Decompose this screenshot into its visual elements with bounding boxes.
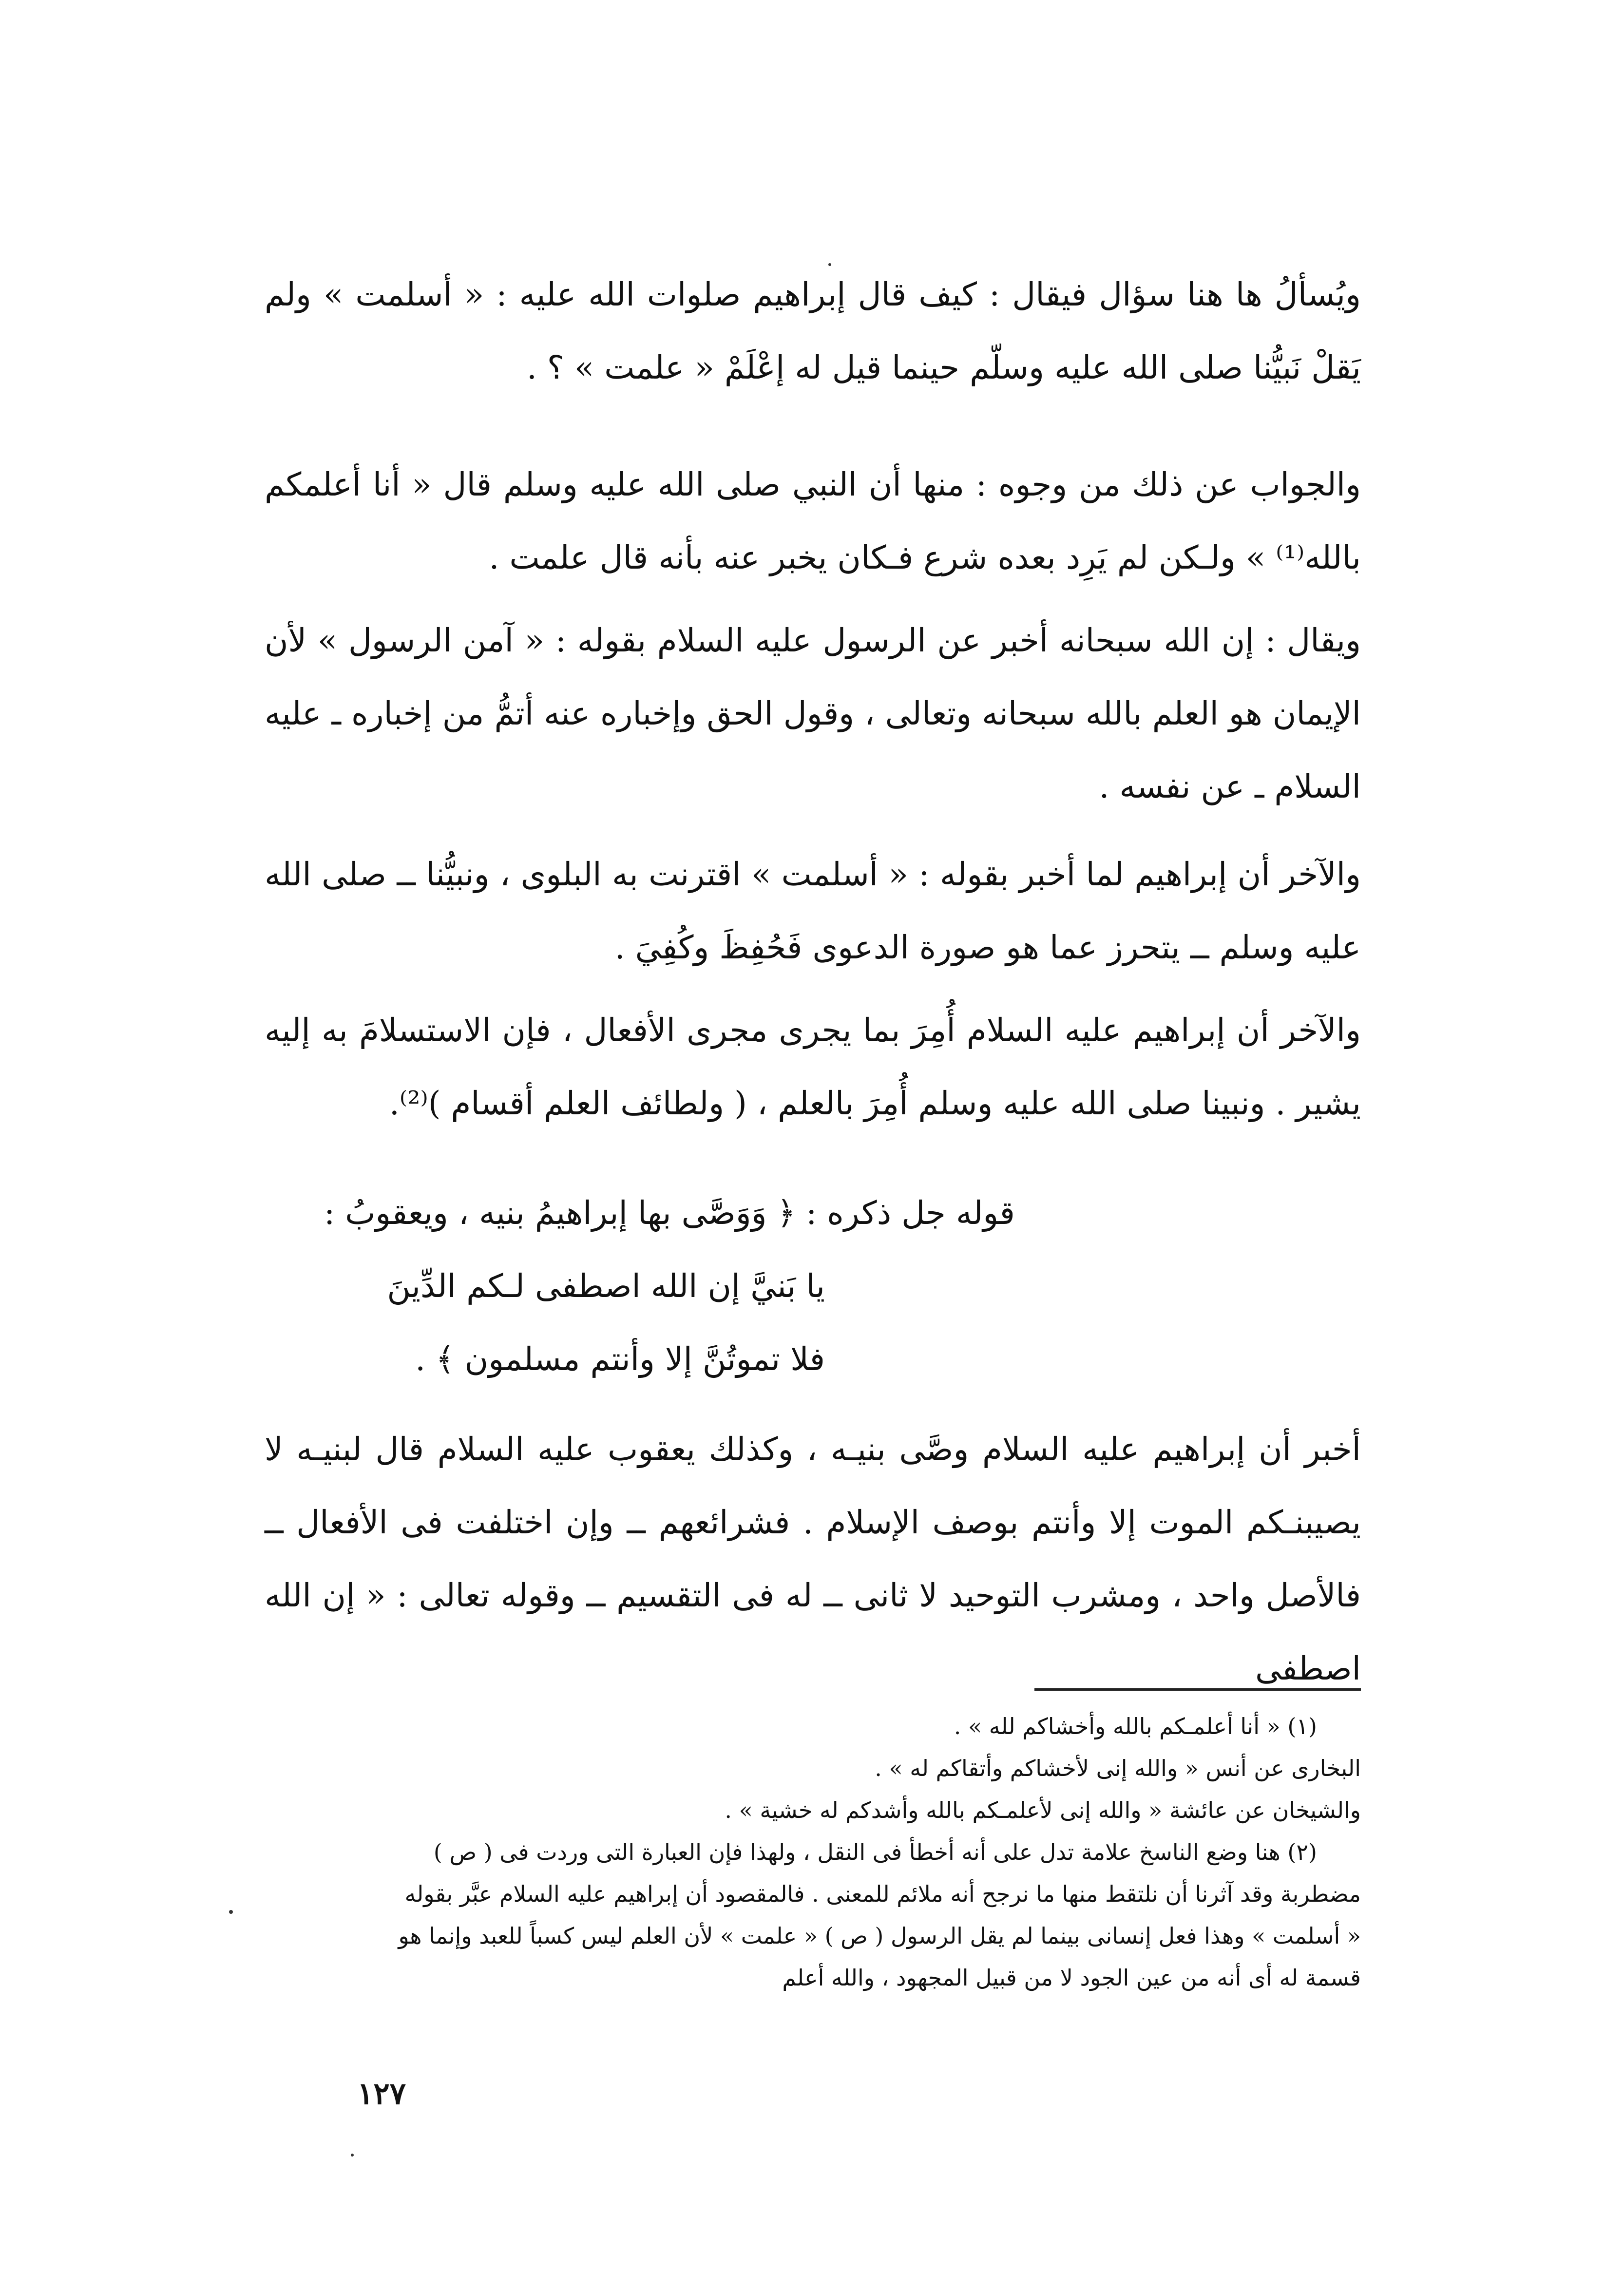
quranic-verse [284, 1177, 1015, 1396]
footnote-1-line-3: والشيخان عن عائشة « والله إنى لأعلمـكم بالله وأشدكم له خشية » . [725, 1797, 1361, 1823]
paragraph-istislam: والآخر أن إبراهيم عليه السلام أُمِرَ بما يجرى مجرى الأفعال ، فإن الاستسلامَ به إليه يشير . ونبينا صلى الله عليه وسلم أُمِرَ بالعلم ، ( ولطائف العلم أقسام )⁽²⁾. [265, 1012, 1361, 1122]
paragraph-answer: والجواب عن ذلك من وجوه : منها أن النبي صلى الله عليه وسلم قال « أنا أعلمكم بالله⁽¹⁾ » ولـكن لم يَرِد بعده شرع فـكان يخبر عنه بأنه قال علمت . [265, 466, 1361, 576]
footnote-1-line-1: (١) « أنا أعلمـكم بالله وأخشاكم لله » . [954, 1713, 1317, 1739]
footnote-2-line-2: مضطربة وقد آثرنا أن نلتقط منها ما نرجح أنه ملائم للمعنى . فالمقصود أن إبراهيم عليه السلام عبَّر بقوله [404, 1881, 1361, 1907]
footnote-divider [1034, 1688, 1361, 1691]
footnotes [265, 1705, 1361, 1999]
footnote-2-line-4: قسمة له أى أنه من عين الجود لا من قبيل المجهود ، والله أعلم [782, 1965, 1361, 1991]
scan-speck [828, 263, 831, 266]
footnote-2-line-1: (٢) هنا وضع الناسخ علامة تدل على أنه أخطأ فى النقل ، ولهذا فإن العبارة التى وردت فى ( ص ) [433, 1839, 1317, 1865]
footnote-1-line-2: البخارى عن أنس « والله إنى لأخشاكم وأتقاكم له » . [875, 1755, 1361, 1781]
scan-speck [351, 2154, 354, 2157]
paragraph-commentary: أخبر أن إبراهيم عليه السلام وصَّى بنيـه ، وكذلك يعقوب عليه السلام قال لبنيـه لا يصيبنـكم الموت إلا وأنتم بوصف الإسلام . فشرائعهم ــ وإن اختلفت فى الأفعال ــ فالأصل واحد ، ومشرب التوحيد لا ثانى ــ له فى التقسيم ــ وقوله تعالى : « إن الله اصطفى [265, 1431, 1361, 1687]
paragraph-question: ويُسألُ ها هنا سؤال فيقال : كيف قال إبراهيم صلوات الله عليه : « أسلمت » ولم يَقلْ نَبيُّنا صلى الله عليه وسلّم حينما قيل له إعْلَمْ « علمت » ؟ . [265, 276, 1361, 386]
verse-line-1: قوله جل ذكره : ﴿ وَوَصَّى بها إبراهيمُ بنيه ، ويعقوبُ : [324, 1194, 1015, 1232]
verse-line-2: يا بَنيَّ إن الله اصطفى لـكم الدِّينَ [387, 1267, 825, 1305]
paragraph-iman: ويقال : إن الله سبحانه أخبر عن الرسول عليه السلام بقوله : « آمن الرسول » لأن الإيمان هو العلم بالله سبحانه وتعالى ، وقول الحق وإخباره عنه أتمُّ من إخباره ـ عليه السلام ـ عن نفسه . [265, 622, 1361, 805]
page-number: ١٢٧ [357, 2076, 406, 2111]
paragraph-balwa: والآخر أن إبراهيم لما أخبر بقوله : « أسلمت » اقترنت به البلوى ، ونبيُّنا ــ صلى الله عليه وسلم ــ يتحرز عما هو صورة الدعوى فَحُفِظَ وكُفِيَ . [265, 856, 1361, 966]
scan-speck [229, 1910, 233, 1914]
footnote-2-line-3: « أسلمت » وهذا فعل إنسانى بينما لم يقل الرسول ( ص ) « علمت » لأن العلم ليس كسباً للعبد وإنما هو [398, 1923, 1361, 1949]
verse-line-3: فلا تموتُنَّ إلا وأنتم مسلمون ﴾ . [415, 1340, 825, 1378]
